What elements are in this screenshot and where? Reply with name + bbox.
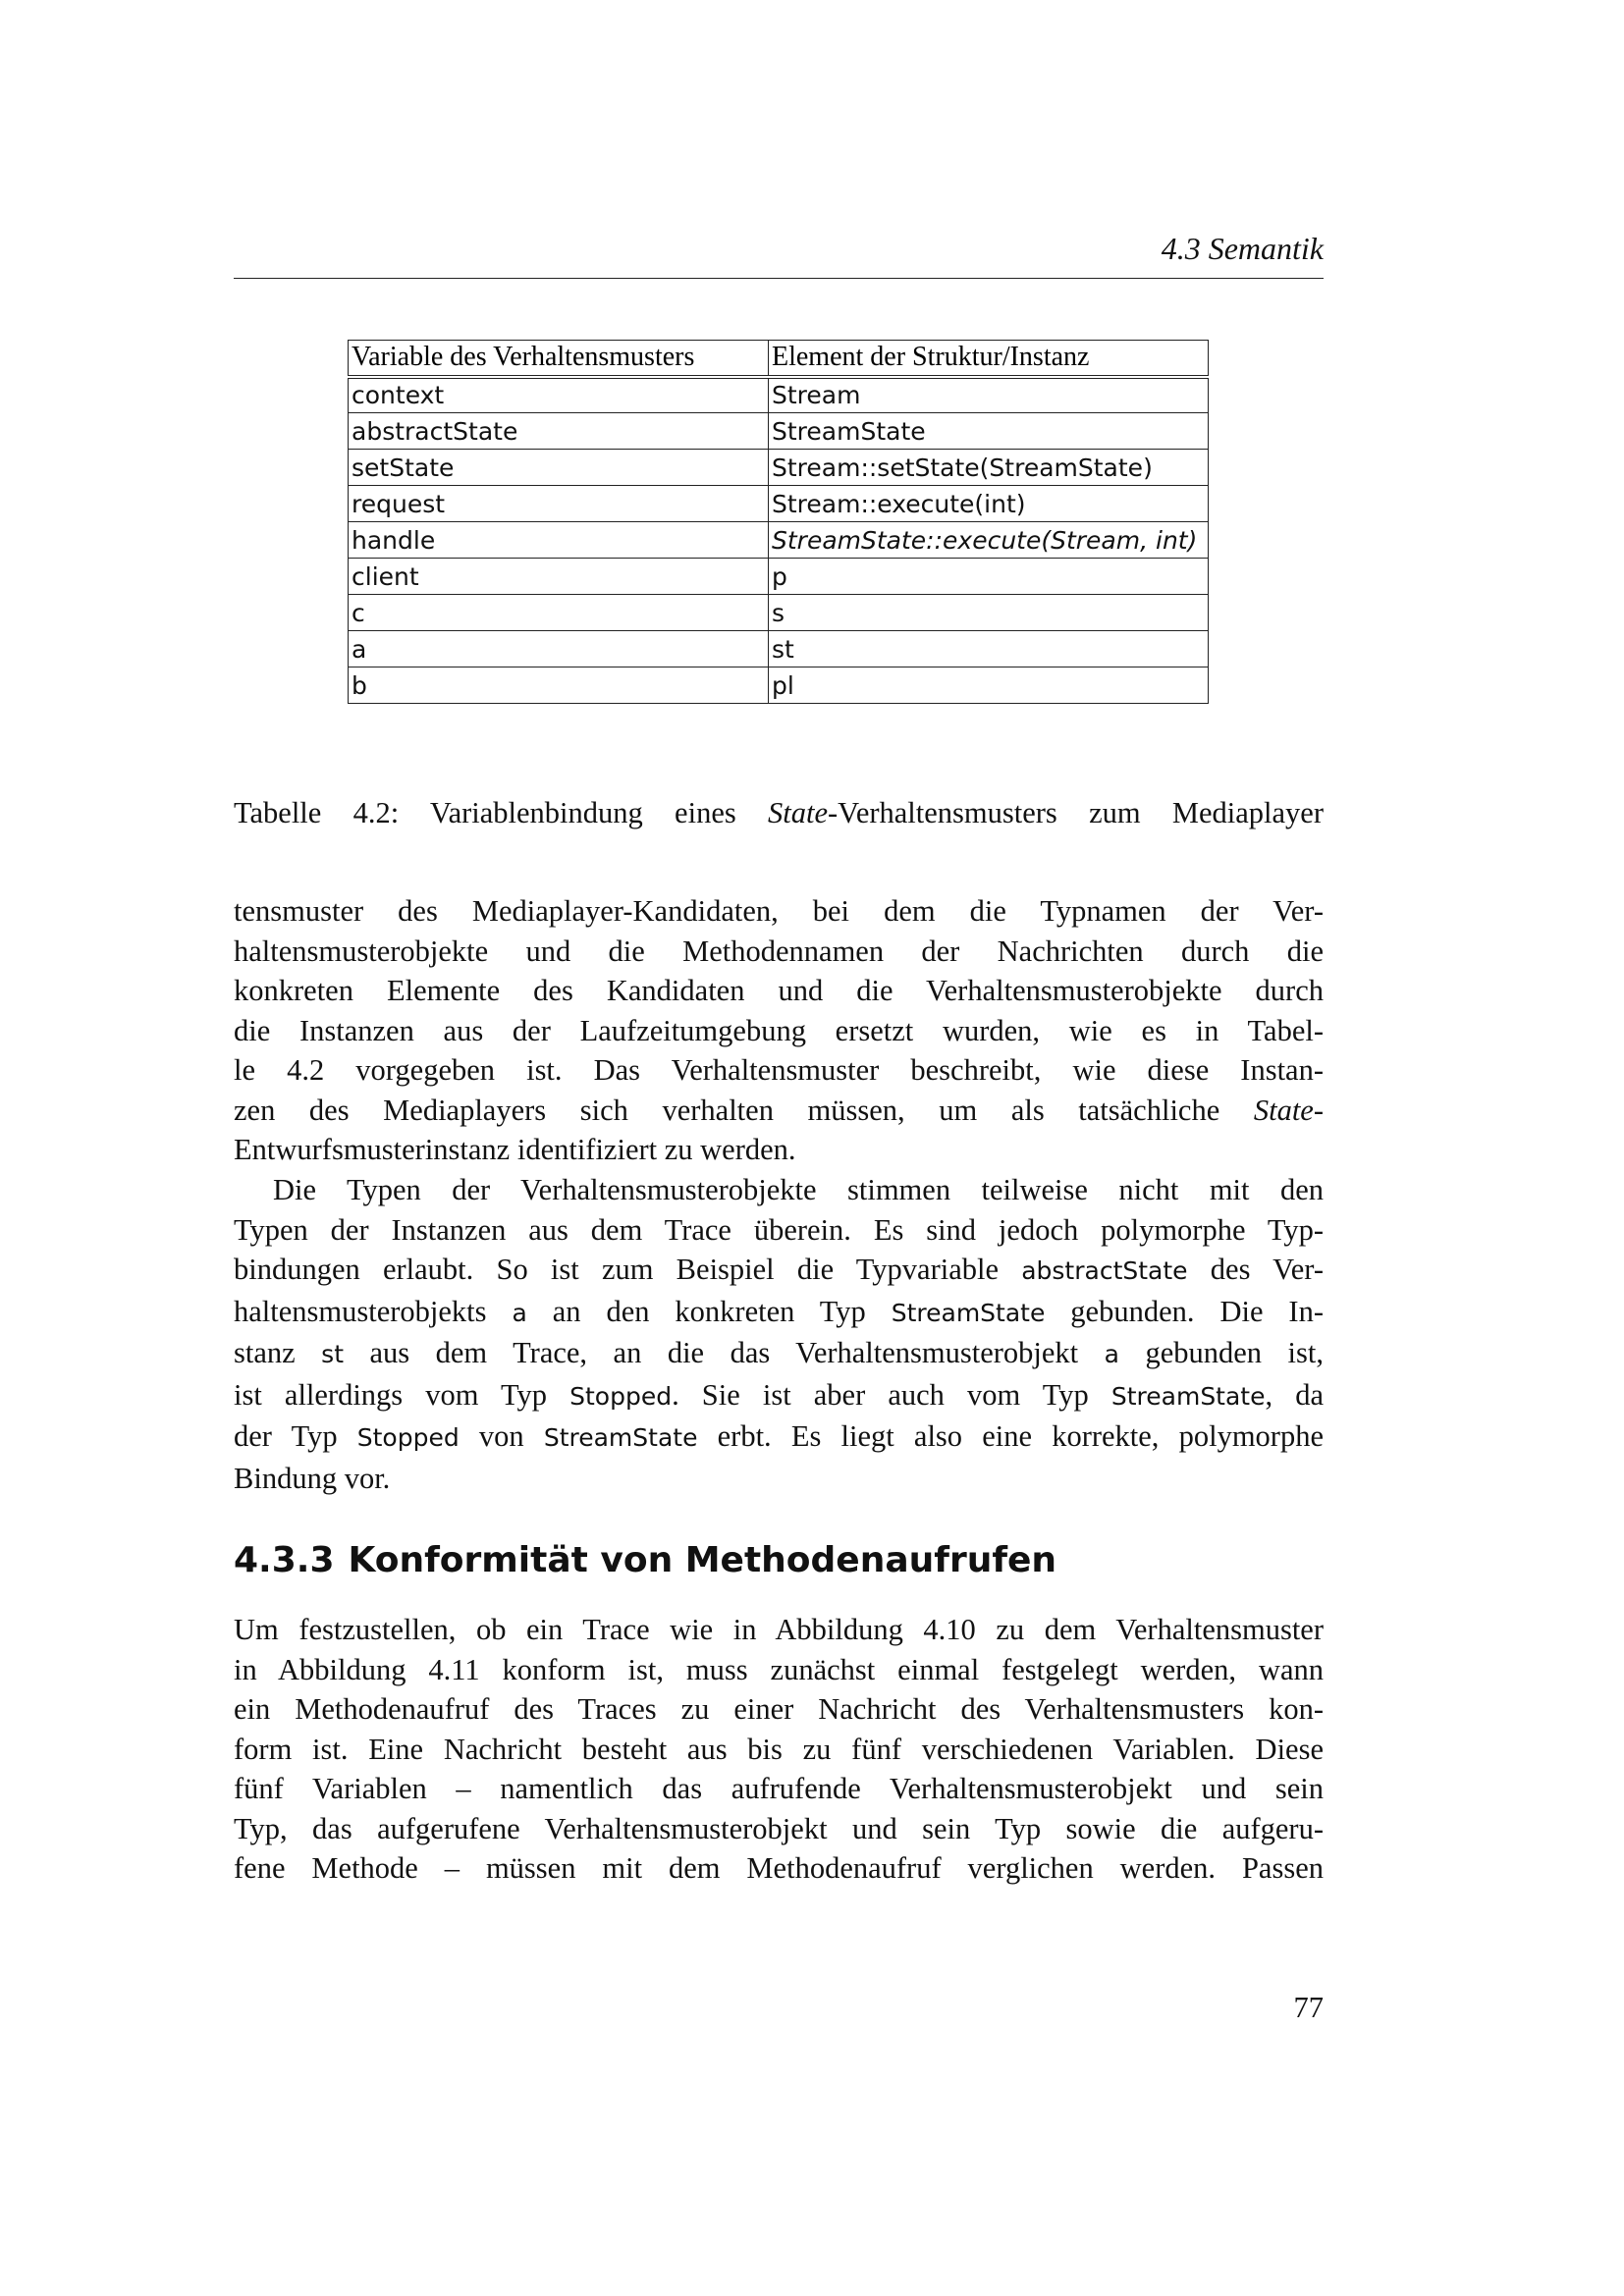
table-cell: pl (769, 667, 1209, 704)
body-paragraph (234, 1170, 1324, 1498)
table-row (349, 413, 1209, 450)
text-line: Bindung vor. (234, 1461, 391, 1495)
text-run: gebunden. Die In- (1045, 1294, 1324, 1328)
code-term: abstractState (1021, 1256, 1188, 1285)
caption-prefix: Tabelle 4.2: Variablenbindung eines (234, 796, 769, 829)
code-term: a (512, 1298, 527, 1327)
text-line: ein Methodenaufruf des Traces zu einer Nachricht des Verhaltensmusters kon- (234, 1692, 1324, 1726)
table-row (349, 631, 1209, 667)
text-line: Typ, das aufgerufene Verhaltensmusterobjekt und sein Typ sowie die aufgeru- (234, 1811, 1324, 1845)
text-run: ist allerdings vom Typ (234, 1377, 570, 1412)
text-line: in Abbildung 4.11 konform ist, muss zunächst einmal festgelegt werden, wann (234, 1652, 1324, 1686)
text-line: die Instanzen aus der Laufzeitumgebung ersetzt wurden, wie es in Tabel- (234, 1013, 1324, 1047)
table-cell: context (349, 377, 769, 413)
table-cell: p (769, 559, 1209, 595)
text-line: form ist. Eine Nachricht besteht aus bis zu fünf verschiedenen Variablen. Diese (234, 1732, 1324, 1766)
text-line (234, 1416, 1324, 1459)
table-cell: request (349, 486, 769, 522)
code-term: StreamState (1110, 1381, 1266, 1411)
table-caption (234, 793, 1324, 832)
table-cell: StreamState (769, 413, 1209, 450)
text-run: des Ver- (1187, 1253, 1324, 1286)
table-row (349, 522, 1209, 559)
table-row (349, 595, 1209, 631)
text-run: von (459, 1419, 544, 1453)
code-term: Stopped (569, 1381, 673, 1411)
table-cell: setState (349, 450, 769, 486)
body-paragraph (234, 891, 1324, 1170)
table-cell: Stream::setState(StreamState) (769, 450, 1209, 486)
text-run: haltensmusterobjekts (234, 1294, 513, 1328)
text-line: le 4.2 vorgegeben ist. Das Verhaltensmuster beschreibt, wie diese Instan- (234, 1053, 1324, 1087)
table-header-row (349, 341, 1209, 377)
text-line: fünf Variablen – namentlich das aufrufende Verhaltensmusterobjekt und sein (234, 1772, 1324, 1805)
table-cell: Stream::execute(int) (769, 486, 1209, 522)
text-run: zen des Mediaplayers sich verhalten müssen, um als tatsächliche (234, 1093, 1254, 1127)
text-run: erbt. Es liegt also eine korrekte, polymorphe (697, 1419, 1325, 1453)
table-cell: Stream (769, 377, 1209, 413)
text-run: bindungen erlaubt. So ist zum Beispiel die Typvariable (234, 1253, 1022, 1286)
table-cell: StreamState::execute(Stream, int) (769, 522, 1209, 559)
text-line (234, 1292, 1324, 1334)
text-line: Typen der Instanzen aus dem Trace überein. Es sind jedoch polymorphe Typ- (234, 1212, 1324, 1247)
caption-suffix: -Verhaltensmusters zum Mediaplayer (828, 796, 1324, 829)
section-number: 4.3.3 (234, 1540, 335, 1580)
page-number: 77 (1293, 1991, 1324, 2024)
table-cell: a (349, 631, 769, 667)
table-row (349, 450, 1209, 486)
code-term: StreamState (543, 1423, 698, 1452)
variable-binding-table (348, 340, 1209, 704)
table-cell: b (349, 667, 769, 704)
text-line (234, 1091, 1324, 1131)
body-paragraph (234, 1610, 1324, 1889)
table-row (349, 667, 1209, 704)
text-run: der Typ (234, 1419, 357, 1453)
caption-emphasis: State (768, 796, 829, 829)
table-header-cell: Element der Struktur/Instanz (769, 341, 1209, 377)
text-line: Entwurfsmusterinstanz identifiziert zu werden. (234, 1133, 796, 1166)
text-line (234, 1250, 1324, 1292)
text-line (234, 1375, 1324, 1417)
text-run: , da (1265, 1377, 1324, 1412)
text-line: Um festzustellen, ob ein Trace wie in Abbildung 4.10 zu dem Verhaltensmuster (234, 1613, 1324, 1646)
code-term: StreamState (891, 1298, 1046, 1327)
text-line: fene Methode – müssen mit dem Methodenaufruf verglichen werden. Passen (234, 1851, 1324, 1885)
code-term: a (1104, 1340, 1119, 1368)
table-cell: abstractState (349, 413, 769, 450)
table-header-cell: Variable des Verhaltensmusters (349, 341, 769, 377)
section-title: Konformität von Methodenaufrufen (348, 1540, 1057, 1580)
text-line: haltensmusterobjekte und die Methodennamen der Nachrichten durch die (234, 934, 1324, 968)
table-cell: handle (349, 522, 769, 559)
text-line (234, 1333, 1324, 1375)
table-row (349, 377, 1209, 413)
text-line: konkreten Elemente des Kandidaten und die Verhaltensmusterobjekte durch (234, 974, 1324, 1007)
text-run: stanz (234, 1336, 322, 1369)
table-row (349, 486, 1209, 522)
text-line: tensmuster des Mediaplayer-Kandidaten, bei dem die Typnamen der Ver- (234, 894, 1324, 928)
text-run: . Sie ist aber auch vom Typ (672, 1377, 1111, 1412)
text-run: aus dem Trace, an die das Verhaltensmusterobjekt (344, 1336, 1105, 1369)
section-heading (234, 1539, 1056, 1582)
table-cell: c (349, 595, 769, 631)
text-run: gebunden ist, (1118, 1336, 1324, 1369)
table-cell: s (769, 595, 1209, 631)
table-cell: st (769, 631, 1209, 667)
text-line: Die Typen der Verhaltensmusterobjekte stimmen teilweise nicht mit den (273, 1173, 1324, 1206)
code-term: Stopped (356, 1423, 460, 1452)
emphasis-text: State- (1253, 1093, 1324, 1127)
running-header: 4.3 Semantik (1161, 231, 1324, 266)
header-rule (234, 278, 1324, 279)
code-term: st (321, 1340, 344, 1368)
table-row (349, 559, 1209, 595)
text-run: an den konkreten Typ (526, 1294, 892, 1328)
table-cell: client (349, 559, 769, 595)
